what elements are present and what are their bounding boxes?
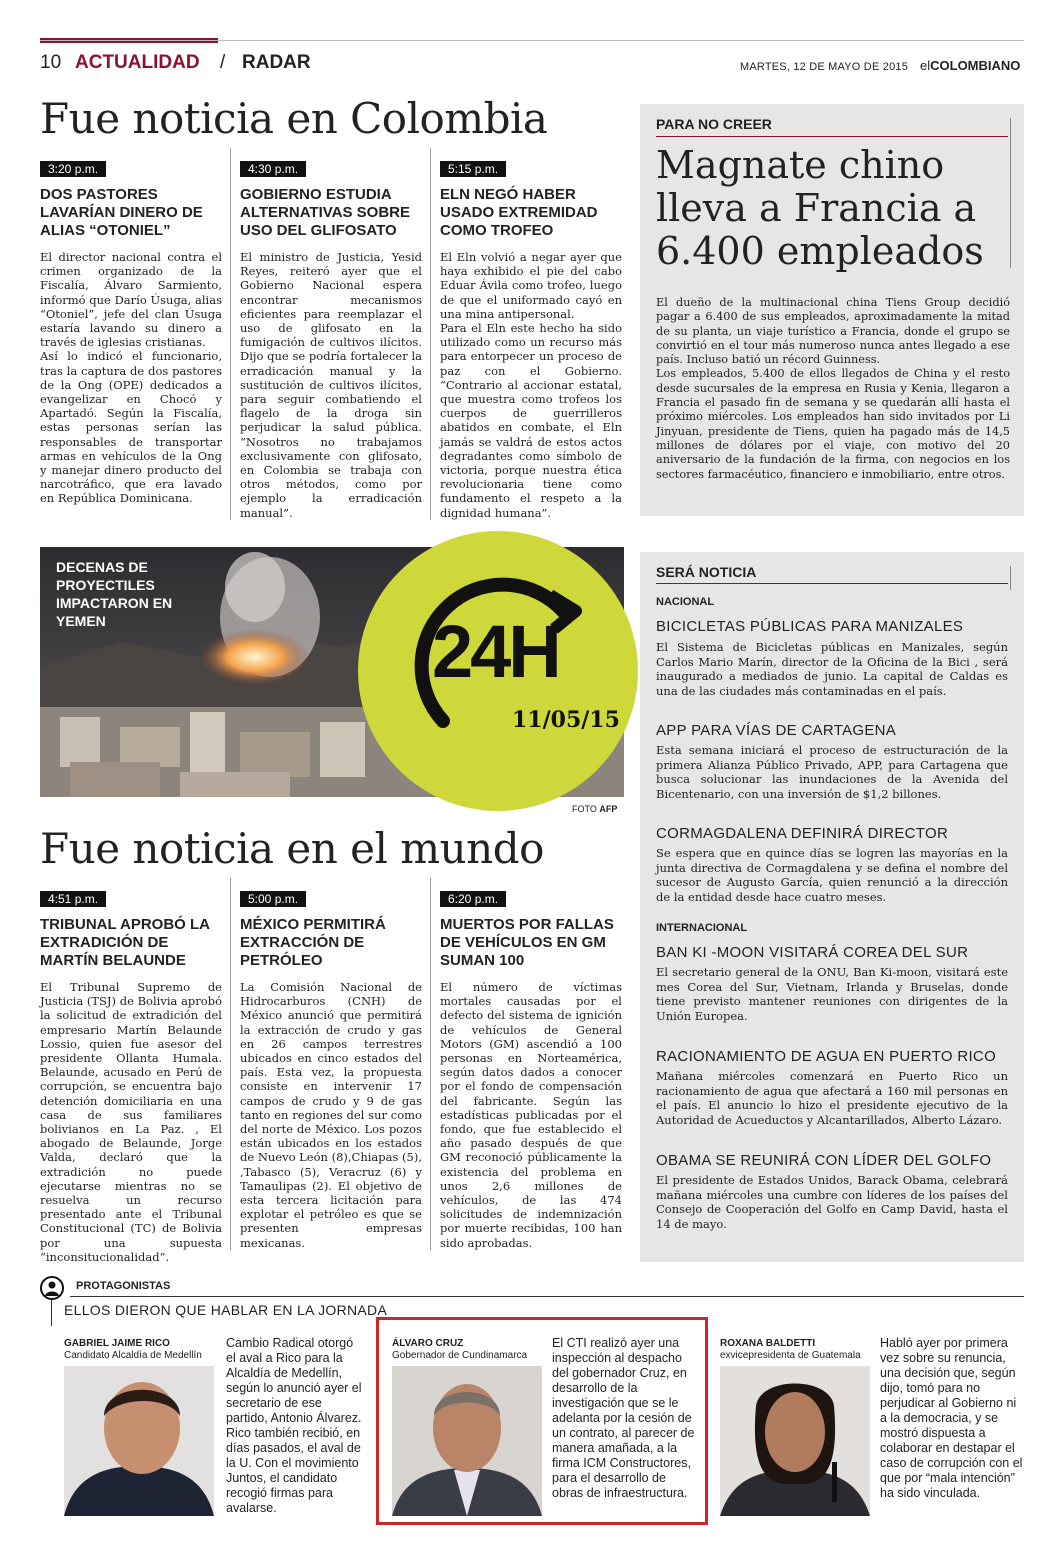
box-vertical-rule [1010, 118, 1011, 268]
noticia-body: Se espera que en quince días se logren las mayorías en la junta directiva de Cormagdalena y se defina el nombre del sucesor de Augusto García, quien renunció a la dirección de la entidad desde hace cuatro meses. [656, 846, 1008, 904]
protagonist-text: Cambio Radical otorgó el aval a Rico para la Alcaldía de Medellín, según lo anunció ayer el secretario de ese partido, Antonio Álvarez. Rico también recibió, en días pasados, el aval de la U. Con el movimiento Juntos, el candidato recogió firmas para avalarse. [226, 1336, 362, 1515]
protagonistas-stem [51, 1300, 52, 1326]
para-no-creer-body: El dueño de la multinacional china Tiens Group decidió pagar a 6.400 de sus empleados, aproximadamente la mitad de su planta, un viaje turístico a Francia, donde el grupo se convirtió en el tour más numeroso nunca antes llegado a ese país. Incluso batió un récord Guinness. Los empleados, 5.400 de ellos llegados de China y el resto desde sucursales de la empresa en Rusia y Kenia, llegaron a Francia el pasado fin de semana y se quedarán allí hasta el próximo miércoles. Los empleados han sido invitados por Li Jinyuan, presidente de Tiens, quien ha pagado más de 14,5 millones de dólares por el viaje, con motivo del 20 aniversario de la fundación de la firma, con negocios en los sectores farmacéutico, financiero e inmobiliario, entre otros. [656, 296, 1010, 481]
mundo-story-2 [240, 888, 422, 1250]
noticia-headline: BICICLETAS PÚBLICAS PARA MANIZALES [656, 618, 964, 635]
person-icon-glyph [42, 1278, 62, 1298]
top-rule [40, 40, 1024, 41]
nacional-label: NACIONAL [656, 596, 715, 608]
protagonist-photo-image [720, 1366, 870, 1516]
colombia-title: Fue noticia en Colombia [40, 94, 548, 143]
story-body: La Comisión Nacional de Hidrocarburos (CNH) de México anunció que permitirá la extracción de crudo y gas en 26 campos terrestres ubicados en cinco estados del país. Esta vez, la propuesta consiste en intervenir 17 campos de crudo y 9 de gas tanto en regiones del sur como del norte de México. Los pozos están ubicados en los estados de Nuevo León (8),Chiapas (5), ,Tabasco (5), Veracruz (6) y Tamaulipas (2). El objetivo de esta tercera licitación para explotar el petróleo es que se presenten empresas mexicanas. [240, 980, 423, 1250]
protagonist-name: ÁLVARO CRUZ [392, 1338, 464, 1349]
noticia-body: Mañana miércoles comenzará en Puerto Rico un racionamiento de agua que afectará a 160 mil personas en el país. El anuncio lo hizo el presidente ejecutivo de la Autoridad de Acueductos y Alcantarillados, Alberto Lázaro. [656, 1069, 1008, 1127]
newspaper-brand [920, 58, 1020, 73]
subsection-name: RADAR [242, 52, 311, 73]
colombia-story-3 [440, 158, 622, 520]
story-time: 3:20 p.m. [40, 161, 106, 177]
mundo-story-1 [40, 888, 222, 1264]
noticia-body: El presidente de Estados Unidos, Barack Obama, celebrará mañana miércoles una cumbre con líderes de los países del Consejo de Cooperación del Golfo en Camp David, hasta el 14 de mayo. [656, 1173, 1008, 1231]
24h-logo-date: 11/05/15 [512, 707, 620, 733]
protagonist-role: Candidato Alcaldía de Medellín [64, 1350, 202, 1361]
story-headline: GOBIERNO ESTUDIA ALTERNATIVAS SOBRE USO DEL GLIFOSATO [240, 186, 411, 239]
section-name: ACTUALIDAD [75, 52, 200, 73]
story-headline: ELN NEGÓ HABER USADO EXTREMIDAD COMO TROFEO [440, 186, 598, 239]
protagonist-photo [392, 1366, 542, 1516]
protagonistas-rule [70, 1296, 1024, 1297]
mundo-title: Fue noticia en el mundo [40, 824, 544, 873]
mundo-story-3 [440, 888, 622, 1250]
photo-caption: DECENAS DE PROYECTILES IMPACTARON EN YEMEN [56, 559, 173, 629]
photo-credit-source: AFP [599, 804, 618, 814]
protagonist-name: ROXANA BALDETTI [720, 1338, 816, 1349]
kicker-rule [656, 136, 1008, 137]
story-headline: TRIBUNAL APROBÓ LA EXTRADICIÓN DE MARTÍN BELAUNDE [40, 916, 210, 969]
colombia-story-2 [240, 158, 422, 520]
photo-credit [572, 804, 617, 814]
story-time: 6:20 p.m. [440, 891, 506, 907]
protagonistas-subtitle: ELLOS DIERON QUE HABLAR EN LA JORNADA [64, 1302, 388, 1318]
column-divider [230, 148, 231, 520]
internacional-label: INTERNACIONAL [656, 922, 748, 934]
column-divider [430, 878, 431, 1250]
story-time: 5:15 p.m. [440, 161, 506, 177]
issue-date: MARTES, 12 DE MAYO DE 2015 [740, 61, 909, 73]
column-divider [430, 148, 431, 520]
sera-noticia-kicker: SERÁ NOTICIA [656, 564, 757, 580]
story-headline: MUERTOS POR FALLAS DE VEHÍCULOS EN GM SUMAN 100 [440, 916, 614, 969]
protagonist-photo-image [392, 1366, 542, 1516]
protagonistas-kicker: PROTAGONISTAS [76, 1280, 171, 1292]
kicker-rule [656, 583, 1008, 584]
protagonist-photo [64, 1366, 214, 1516]
box-vertical-rule [1010, 566, 1011, 590]
protagonist-name: GABRIEL JAIME RICO [64, 1338, 170, 1349]
story-time: 4:30 p.m. [240, 161, 306, 177]
story-body: El ministro de Justicia, Yesid Reyes, reiteró ayer que el Gobierno Nacional espera encontrar mecanismos eficientes para reemplazar el uso de glifosato en la fumigación de cultivos ilícitos. Dijo que se podría fortalecer la erradicación manual y la sustitución de cultivos ilícitos, para seguir combatiendo el flagelo de la droga sin perjudicar la salud pública. “Nosotros no trabajamos exclusivamente con glifosato, en Colombia se trabaja con otros métodos, como por ejemplo la erradicación manual”. [240, 250, 422, 520]
brand-prefix: el [920, 58, 931, 73]
photo-credit-label: FOTO [572, 804, 597, 814]
story-headline: MÉXICO PERMITIRÁ EXTRACCIÓN DE PETRÓLEO [240, 916, 386, 969]
noticia-body: Esta semana iniciará el proceso de estructuración de la primera Alianza Público Privado, APP, para Cartagena que busca solucionar las inundaciones de la Avenida del Bicentenario, con una inversión de $1,2 billones. [656, 743, 1008, 801]
story-time: 4:51 p.m. [40, 891, 106, 907]
noticia-headline: CORMAGDALENA DEFINIRÁ DIRECTOR [656, 825, 949, 842]
24h-logo [358, 531, 638, 811]
protagonist-photo-image [64, 1366, 214, 1516]
story-body: El número de víctimas mortales causadas por el defecto del sistema de ignición de vehículos de General Motors (GM) ascendió a 100 personas en Norteamérica, según datos dados a conocer por el fondo de compensación del fabricante. Según las estadísticas publicadas por el fondo, que fue establecido el año pasado después de que GM reconoció públicamente la existencia del problema en unos 2,6 millones de vehículos, de las 474 solicitudes de indemnización por muerte recibidas, 100 han sido aprobadas. [440, 980, 622, 1250]
protagonist-role: Gobernador de Cundinamarca [392, 1350, 528, 1361]
protagonist-text: El CTI realizó ayer una inspección al despacho del gobernador Cruz, en desarrollo de la investigación que se le adelanta por la cesión de un contrato, al parecer de manera amañada, a la firma ICM Constructores, para el desarrollo de obras de infraestructura. [552, 1336, 695, 1500]
protagonist-photo [720, 1366, 870, 1516]
story-body: El Eln volvió a negar ayer que haya exhibido el pie del cabo Eduar Ávila como trofeo, luego de que el uniformado cayó en una mina antipersonal. Para el Eln este hecho ha sido utilizado como un recurso más para entorpecer un proceso de paz con el Gobierno. “Contrario al accionar estatal, que muestra como trofeos los cuerpos de guerrilleros abatidos en combate, el Eln jamás se valdrá de estos actos degradantes como símbolo de victoria, porque nuestra ética revolucionaria tiene como fundamento el respeto a la dignidad humana”. [440, 250, 622, 520]
para-no-creer-kicker: PARA NO CREER [656, 116, 772, 132]
noticia-body: El Sistema de Bicicletas públicas en Manizales, según Carlos Mario Marín, director de la Oficina de la Bici , será inaugurado a mediados de junio. La capital de Caldas es una de las ciudades más contaminadas en el país. [656, 640, 1008, 698]
sera-noticia-box [640, 552, 1024, 1262]
noticia-headline: APP PARA VÍAS DE CARTAGENA [656, 722, 897, 739]
brand-name: COLOMBIANO [930, 58, 1021, 73]
person-icon [40, 1276, 64, 1300]
story-body: El director nacional contra el crimen organizado de la Fiscalía, Álvaro Sarmiento, informó que Darío Úsuga, alias “Otoniel”, jefe del clan Úsuga estaría lavando su dinero a través de iglesias cristianas. Así lo indicó el funcionario, tras la captura de dos pastores de la Ong (OPE) dedicados a evangelizar en Chocó y Apartadó. Según la Fiscalía, estas personas serían las responsables de transportar armas en vehículos de la Ong y manejar dinero producto del narcotráfico, que era lavado en República Dominicana. [40, 250, 222, 506]
story-body: El Tribunal Supremo de Justicia (TSJ) de Bolivia aprobó la solicitud de extradición del empresario Martín Belaunde Lossio, quien fue asesor del presidente Ollanta Humala. Belaunde, acusado en Perú de corrupción, se encuentra bajo detención domiciliaria en una casa de sus familiares bolivianos en La Paz. , El abogado de Belaunde, Jorge Valda, declaró que la extradición no puede ejecutarse mientras no se resuelva un recurso presentado ante el Tribunal Constitucional (TC) de Bolivia por una supuesta “inconsitucionalidad”. [40, 980, 222, 1264]
para-no-creer-box [640, 104, 1024, 516]
protagonist-role: exvicepresidenta de Guatemala [720, 1350, 861, 1361]
colombia-story-1 [40, 158, 222, 506]
column-divider [230, 878, 231, 1250]
story-headline: DOS PASTORES LAVARÍAN DINERO DE ALIAS “OTONIEL” [40, 186, 203, 239]
noticia-headline: BAN KI -MOON VISITARÁ COREA DEL SUR [656, 944, 969, 961]
para-no-creer-headline: Magnate chino lleva a Francia a 6.400 empleados [656, 143, 984, 273]
noticia-headline: RACIONAMIENTO DE AGUA EN PUERTO RICO [656, 1048, 997, 1065]
noticia-headline: OBAMA SE REUNIRÁ CON LÍDER DEL GOLFO [656, 1152, 992, 1169]
story-time: 5:00 p.m. [240, 891, 306, 907]
section-slash: / [220, 52, 226, 73]
page-number: 10 [40, 52, 62, 73]
noticia-body: El secretario general de la ONU, Ban Ki-moon, visitará este mes Corea del Sur, Vietnam, Irlanda y Bruselas, donde tiene previsto mantener reuniones con dirigentes de la Unión Europea. [656, 965, 1008, 1023]
protagonist-text: Habló ayer por primera vez sobre su renuncia, una decisión que, según dijo, tomó para no perjudicar al Gobierno ni a la democracia, y se mostró dispuesta a colaborar en destapar el caso de corrupción con el que por “mala intención” ha sido vinculada. [880, 1336, 1023, 1500]
24h-logo-text: 24H [432, 610, 559, 693]
